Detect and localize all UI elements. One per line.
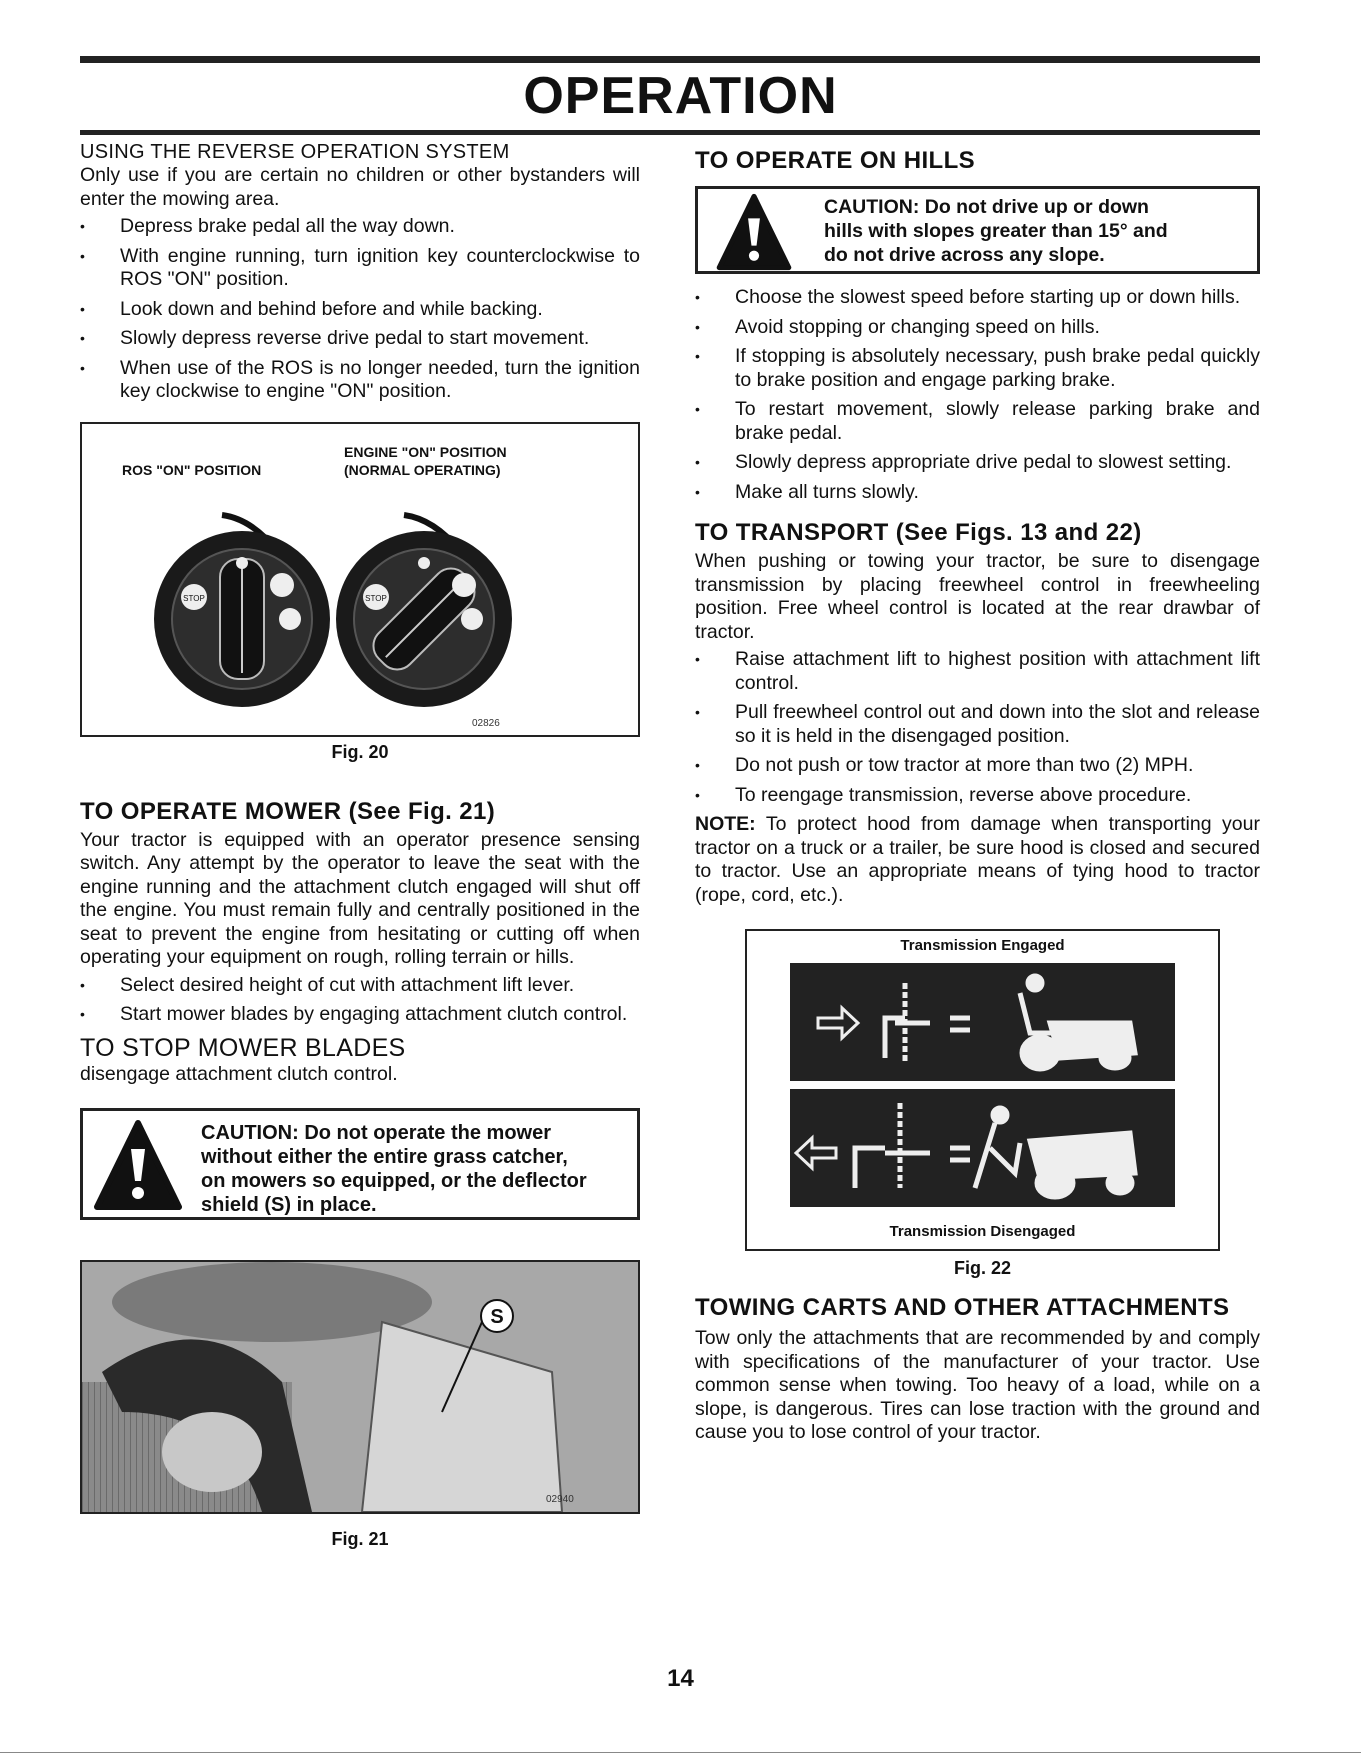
deflector-shield-photo xyxy=(82,1262,638,1512)
list-item: • Depress brake pedal all the way down. xyxy=(80,215,640,239)
note-label: NOTE: xyxy=(695,813,756,835)
list-item: • To reengage transmission, reverse above procedure. xyxy=(695,784,1260,808)
page-title: OPERATION xyxy=(523,67,838,125)
ros-switch-icon xyxy=(154,515,330,707)
transport-body: When pushing or towing your tractor, be sure to disengage transmission by placing freewheel control in freewheeling position. Free wheel control is located at the rear drawbar of tractor. xyxy=(695,550,1260,643)
fig20-caption: Fig. 20 xyxy=(331,741,389,762)
page-number: 14 xyxy=(667,1665,694,1692)
transmission-disengaged-label: Transmission Disengaged xyxy=(889,1223,1076,1240)
normal-operating-label: (NORMAL OPERATING) xyxy=(344,461,501,478)
ignition-switch-illustration xyxy=(82,479,638,739)
caution-hills-box xyxy=(695,186,1260,274)
reverse-bullets xyxy=(80,215,640,404)
callout-s-label: S xyxy=(490,1306,504,1328)
transmission-engaged-label: Transmission Engaged xyxy=(900,937,1065,954)
caution-line: shield (S) in place. xyxy=(201,1194,377,1216)
right-column xyxy=(695,140,1260,1445)
stop-blades-body: disengage attachment clutch control. xyxy=(80,1062,398,1085)
stop-label-right: STOP xyxy=(365,593,387,603)
caution-mower-box xyxy=(80,1108,640,1220)
bottom-rule xyxy=(0,1752,1361,1753)
list-item: • Make all turns slowly. xyxy=(695,481,1260,505)
warning-icon xyxy=(714,193,794,271)
list-item: • With engine running, turn ignition key counterclockwise to ROS "ON" position. xyxy=(80,245,640,292)
fig21-box xyxy=(80,1260,640,1514)
stop-label-left: STOP xyxy=(183,593,205,603)
stop-blades-heading: TO STOP MOWER BLADES xyxy=(80,1033,406,1062)
hills-bullets xyxy=(695,286,1260,504)
caution-line: CAUTION: Do not drive up or down xyxy=(824,196,1149,218)
title-rule xyxy=(80,130,1260,135)
list-item: • Slowly depress appropriate drive pedal to slowest setting. xyxy=(695,451,1260,475)
reverse-intro: Only use if you are certain no children or other bystanders will enter the mowing area. xyxy=(80,164,640,210)
engine-switch-icon xyxy=(336,515,512,707)
caution-line: hills with slopes greater than 15° and xyxy=(824,220,1168,242)
list-item: • Pull freewheel control out and down into the slot and release so it is held in the disengaged position. xyxy=(695,701,1260,748)
mower-heading: TO OPERATE MOWER (See Fig. 21) xyxy=(80,797,496,825)
caution-line: on mowers so equipped, or the deflector xyxy=(201,1170,587,1192)
towing-heading: TOWING CARTS AND OTHER ATTACHMENTS xyxy=(695,1294,1230,1321)
fig22-caption: Fig. 22 xyxy=(953,1258,1011,1278)
transport-heading: TO TRANSPORT (See Figs. 13 and 22) xyxy=(695,519,1142,546)
list-item: • Avoid stopping or changing speed on hills. xyxy=(695,316,1260,340)
transmission-diagram xyxy=(790,963,1175,1213)
list-item: • Choose the slowest speed before starting up or down hills. xyxy=(695,286,1260,310)
warning-icon xyxy=(93,1119,183,1211)
fig21-code: 02940 xyxy=(546,1494,574,1505)
list-item: • To restart movement, slowly release parking brake and brake pedal. xyxy=(695,398,1260,445)
list-item: • Raise attachment lift to highest position with attachment lift control. xyxy=(695,648,1260,695)
list-item: • Look down and behind before and while backing. xyxy=(80,298,640,322)
engine-on-label: ENGINE "ON" POSITION xyxy=(344,443,507,460)
caution-line: CAUTION: Do not operate the mower xyxy=(201,1122,552,1144)
caution-line: without either the entire grass catcher, xyxy=(201,1146,568,1168)
fig22-box xyxy=(745,929,1220,1251)
list-item: • Do not push or tow tractor at more than two (2) MPH. xyxy=(695,754,1260,778)
reverse-heading: USING THE REVERSE OPERATION SYSTEM xyxy=(80,141,510,163)
list-item: • Select desired height of cut with attachment lift lever. xyxy=(80,974,640,998)
caution-hills-text xyxy=(824,195,1168,267)
caution-mower-text xyxy=(201,1121,587,1217)
ros-on-label: ROS "ON" POSITION xyxy=(122,461,262,478)
transport-note xyxy=(695,813,1260,907)
fig20-code: 02826 xyxy=(472,717,500,729)
transport-bullets xyxy=(695,648,1260,807)
hills-heading: TO OPERATE ON HILLS xyxy=(695,147,976,174)
list-item: • When use of the ROS is no longer needed, turn the ignition key clockwise to engine "ON" position. xyxy=(80,357,640,404)
fig20-box xyxy=(80,422,640,737)
note-text: To protect hood from damage when transporting your tractor on a truck or a trailer, be sure hood is closed and secured to tractor. Use an appropriate means of tying hood to tractor (rope, cord, etc.). xyxy=(695,813,1260,906)
list-item: • Slowly depress reverse drive pedal to start movement. xyxy=(80,327,640,351)
mower-bullets xyxy=(80,974,640,1027)
left-column xyxy=(80,140,640,1550)
list-item: • If stopping is absolutely necessary, push brake pedal quickly to brake position and engage parking brake. xyxy=(695,345,1260,392)
towing-body: Tow only the attachments that are recommended by and comply with specifications of the manufacturer of your tractor. Use common sense when towing. Too heavy of a load, while on a slope, is dangerous. Tires can lose traction with the ground and cause you to lose control of your tractor. xyxy=(695,1327,1260,1443)
fig21-caption: Fig. 21 xyxy=(331,1529,389,1549)
caution-line: do not drive across any slope. xyxy=(824,244,1105,266)
mower-body: Your tractor is equipped with an operator presence sensing switch. Any attempt by the operator to leave the seat with the engine running and the attachment clutch engaged will shut off the engine. You must remain fully and centrally positioned in the seat to prevent the engine from hesitating or cutting off when operating your equipment on rough, rolling terrain or hills. xyxy=(80,828,640,968)
list-item: • Start mower blades by engaging attachment clutch control. xyxy=(80,1003,640,1027)
